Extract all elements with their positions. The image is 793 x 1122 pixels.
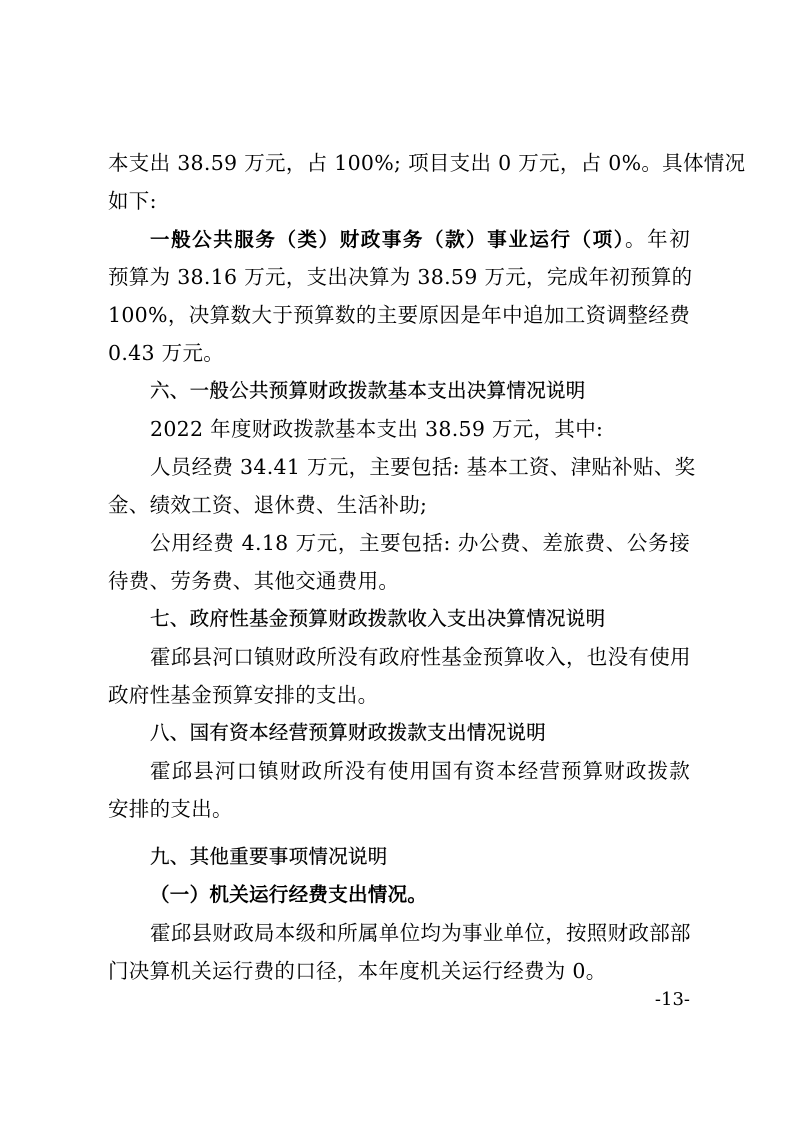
text-line: 安排的支出。 [108,797,233,821]
paragraph-government-fund [108,638,690,714]
text-line: 本支出 38.59 万元，占 100%; 项目支出 0 万元，占 0%。具体情况 [108,151,746,175]
text-line: 待费、劳务费、其他交通费用。 [108,569,400,593]
text-line: 人员经费 34.41 万元，主要包括: 基本工资、津贴补贴、奖 [150,455,696,479]
text-line: 霍邱县河口镇财政所没有政府性基金预算收入，也没有使用 [150,645,691,669]
text-line: 门决算机关运行费的口径，本年度机关运行经费为 0。 [108,959,607,983]
text-line: 预算为 38.16 万元，支出决算为 38.59 万元，完成年初预算的 [108,265,693,289]
text-line: 2022 年度财政拨款基本支出 38.59 万元，其中: [150,417,604,441]
paragraph-state-capital [108,752,690,828]
item-title: 一般公共服务（类）财政事务（款）事业运行（项） [150,228,626,251]
text-line: 金、绩效工资、退休费、生活补助; [108,493,428,517]
text-line: 如下: [108,189,157,213]
page-number: -13- [654,989,690,1010]
text-line: 政府性基金预算安排的支出。 [108,683,379,707]
text-line [108,220,690,258]
page-content [108,144,746,990]
text-line: 霍邱县财政局本级和所属单位均为事业单位，按照财政部部 [150,921,691,945]
section-heading-6: 六、一般公共预算财政拨款基本支出决算情况说明 [150,379,586,402]
text-line: 100%，决算数大于预算数的主要原因是年中追加工资调整经费 [108,303,690,327]
paragraph-general-public-services [108,220,693,372]
item-title-suffix: 。年初 [625,227,691,251]
section-heading-8: 八、国有资本经营预算财政拨款支出情况说明 [150,721,547,744]
subsection-heading-1: （一）机关运行经费支出情况。 [150,883,428,906]
paragraph-personnel-expenses [108,448,696,524]
section-heading-9: 九、其他重要事项情况说明 [150,845,388,868]
paragraph-operating-expenses [108,914,690,990]
text-line: 公用经费 4.18 万元，主要包括: 办公费、差旅费、公务接 [150,531,690,555]
paragraph-continuation [108,144,746,220]
paragraph-public-expenses [108,524,690,600]
section-heading-7: 七、政府性基金预算财政拨款收入支出决算情况说明 [150,607,606,630]
text-line: 0.43 万元。 [108,341,225,365]
text-line: 霍邱县河口镇财政所没有使用国有资本经营预算财政拨款 [150,759,690,783]
